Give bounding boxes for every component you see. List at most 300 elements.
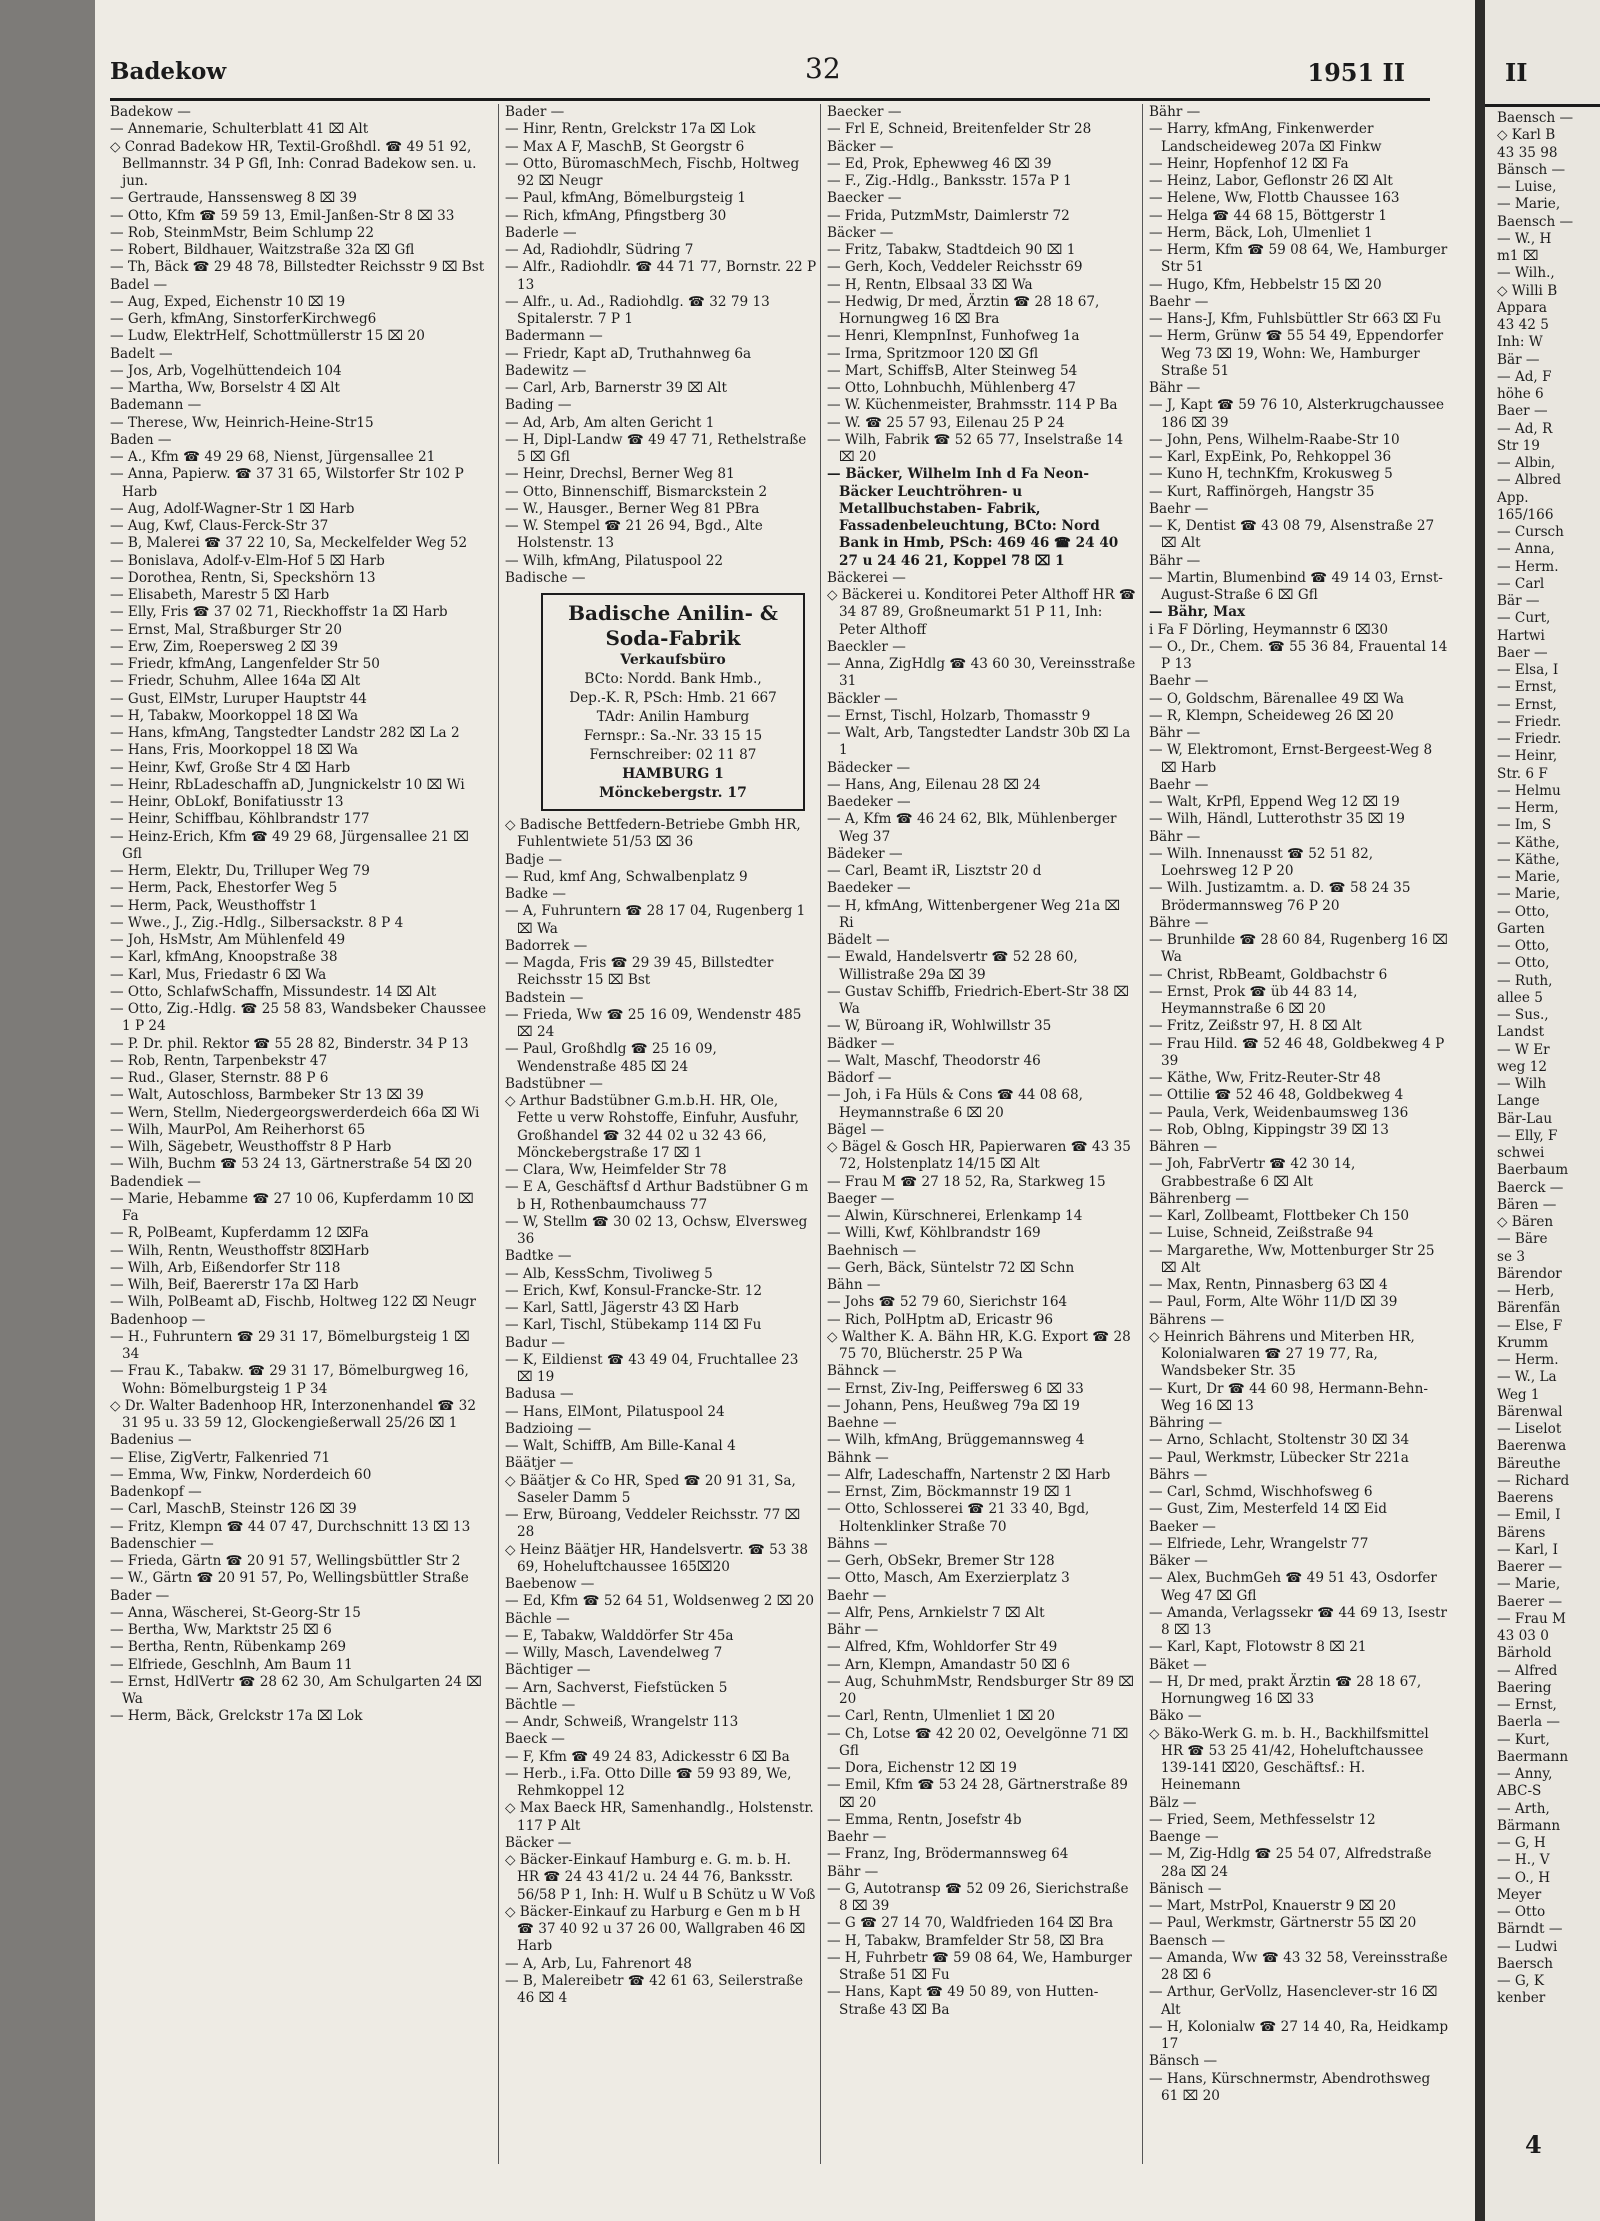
directory-entry: — Willy, Masch, Lavendelweg 7 <box>505 1645 723 1661</box>
next-page-line: — W., La <box>1497 1369 1557 1386</box>
directory-entry: — Gerh, kfmAng, SinstorferKirchweg6 <box>110 311 377 327</box>
directory-entry: — Carl, MaschB, Steinstr 126 ⌧ 39 <box>110 1501 357 1518</box>
directory-entry: — Mart, SchiffsB, Alter Steinweg 54 <box>827 362 1078 379</box>
directory-entry: ◇ Dr. Walter Badenhoop HR, Interzonenhandel ☎ 32 31 95 u. 33 59 12, Glockengießerwall 25/26 ⌧ 1 <box>110 1397 476 1431</box>
next-page-line: ◇ Willi B <box>1497 282 1558 299</box>
surname-heading: Bänsch — <box>1149 2053 1218 2070</box>
directory-entry: — Wilh, kfmAng, Brüggemannsweg 4 <box>827 1432 1085 1449</box>
next-page-line: — Otto, <box>1497 903 1550 920</box>
directory-entry: — Frida, PutzmMstr, Daimlerstr 72 <box>827 207 1070 224</box>
next-page-line: — Marie, <box>1497 1576 1561 1593</box>
surname-heading: Bächtle — <box>505 1696 576 1713</box>
directory-entry: — Hans, kfmAng, Tangstedter Landstr 282 ⌧ La 2 <box>110 725 460 741</box>
directory-entry: — Annemarie, Schulterblatt 41 ⌧ Alt <box>110 121 369 138</box>
directory-entry: — H, Tabakw, Moorkoppel 18 ⌧ Wa <box>110 707 359 724</box>
directory-entry: ◇ Conrad Badekow HR, Textil-Großhdl. ☎ 49 51 92, Bellmannstr. 34 P Gfl, Inh: Conrad Badekow sen. u. jun. <box>110 138 477 189</box>
directory-entry: — Carl, Beamt iR, Lisztstr 20 d <box>827 863 1042 879</box>
directory-entry: — Friedr, Schuhm, Allee 164a ⌧ Alt <box>110 673 361 690</box>
directory-entry: — Herm, Pack, Ehestorfer Weg 5 <box>110 880 338 897</box>
directory-entry: — Karl, Tischl, Stübekamp 114 ⌧ Fu <box>505 1317 762 1334</box>
directory-entry: — Ewald, Handelsvertr ☎ 52 28 60, Willistraße 29a ⌧ 39 <box>827 949 1078 983</box>
directory-entry: — Aug, Exped, Eichenstr 10 ⌧ 19 <box>110 293 346 310</box>
next-page-line: — Otto <box>1497 1904 1546 1920</box>
directory-entry: — Paul, kfmAng, Bömelburgsteig 1 <box>505 190 746 207</box>
next-page-line: Bärenfän <box>1497 1300 1561 1317</box>
directory-entry: — Gust, ElMstr, Luruper Hauptstr 44 <box>110 690 367 707</box>
directory-entry: — A, Arb, Lu, Fahrenort 48 <box>505 1955 692 1972</box>
directory-entry: — Hinr, Rentn, Grelckstr 17a ⌧ Lok <box>505 121 756 138</box>
next-page-line: — Elly, F <box>1497 1127 1558 1144</box>
next-page-line: — Wilh <box>1497 1076 1547 1092</box>
directory-entry: — Otto, Zig.-Hdlg. ☎ 25 58 83, Wandsbeker Chaussee 1 P 24 <box>110 1001 487 1035</box>
column-3 <box>827 104 1139 2164</box>
directory-entry: — Elisabeth, Marestr 5 ⌧ Harb <box>110 587 330 603</box>
next-page-line: — Luise, <box>1497 179 1557 195</box>
surname-heading: Bähr — <box>827 1863 879 1880</box>
next-page-line: se 3 <box>1497 1248 1525 1265</box>
directory-entry: — G, Autotransp ☎ 52 09 26, Sierichstraße 8 ⌧ 39 <box>827 1880 1129 1914</box>
directory-entry: — Ernst, Mal, Straßburger Str 20 <box>110 621 343 638</box>
directory-entry: — Hugo, Kfm, Hebbelstr 15 ⌧ 20 <box>1149 276 1382 293</box>
next-page-line: — Ad, R <box>1497 420 1553 437</box>
directory-entry: — Herm, Elektr, Du, Trilluper Weg 79 <box>110 863 370 879</box>
directory-entry: — Amanda, Verlagssekr ☎ 44 69 13, Isestr 8 ⌧ 13 <box>1149 1604 1448 1638</box>
next-page-line: 43 03 0 <box>1497 1628 1549 1644</box>
directory-entry: — Wilh, Händl, Lutterothstr 35 ⌧ 19 <box>1149 811 1405 828</box>
directory-entry: ◇ Heinrich Bährens und Miterben HR, Kolonialwaren ☎ 27 19 77, Ra, Wandsbeker Str. 35 <box>1149 1328 1415 1380</box>
directory-entry: — Karl, Sattl, Jägerstr 43 ⌧ Harb <box>505 1300 739 1316</box>
next-page-line: — Ernst, <box>1497 696 1557 713</box>
surname-heading: Baehr — <box>1149 293 1209 310</box>
next-page-line: Hartwi <box>1497 627 1545 644</box>
surname-heading: Bäckerei — <box>827 569 906 586</box>
surname-heading: Baehr — <box>1149 776 1209 793</box>
surname-heading: Baehr — <box>1149 673 1209 690</box>
next-page-line: 165/166 <box>1497 506 1554 523</box>
directory-entry: — Hans, Kürschnermstr, Abendrothsweg 61 ⌧ 20 <box>1149 2070 1431 2104</box>
surname-heading: Badstein — <box>505 989 584 1006</box>
directory-entry: — Gustav Schiffb, Friedrich-Ebert-Str 38 ⌧ Wa <box>827 983 1130 1017</box>
directory-entry: — Clara, Ww, Heimfelder Str 78 <box>505 1162 727 1178</box>
directory-entry: — Ernst, HdlVertr ☎ 28 62 30, Am Schulgarten 24 ⌧ Wa <box>110 1673 482 1707</box>
surname-heading: Bächle — <box>505 1610 570 1627</box>
directory-entry: — W. ☎ 25 57 93, Eilenau 25 P 24 <box>827 414 1065 431</box>
next-page-line: — Richard <box>1497 1472 1570 1489</box>
directory-entry: — Walt, Maschf, Theodorstr 46 <box>827 1052 1041 1069</box>
next-page-line: Appara <box>1497 299 1547 316</box>
next-page-line: Baensch — <box>1497 110 1574 126</box>
next-page-line: Landst <box>1497 1024 1545 1041</box>
surname-heading: Baehr — <box>827 1829 887 1845</box>
surname-heading: Baedeker — <box>827 794 911 810</box>
directory-entry: — Frau M ☎ 27 18 52, Ra, Starkweg 15 <box>827 1173 1106 1190</box>
next-page-line: — G, H <box>1497 1835 1546 1851</box>
directory-entry: — Helga ☎ 44 68 15, Böttgerstr 1 <box>1149 207 1387 224</box>
next-page-line: Bär-Lau <box>1497 1110 1553 1127</box>
directory-entry: — Margarethe, Ww, Mottenburger Str 25 ⌧ Alt <box>1149 1242 1435 1276</box>
surname-heading: Bading — <box>505 397 572 414</box>
directory-entry: — O., Dr., Chem. ☎ 55 36 84, Frauental 14 P 13 <box>1149 638 1448 672</box>
next-page-line: — Carl <box>1497 575 1545 592</box>
directory-entry: ◇ Max Baeck HR, Samenhandlg., Holstenstr. 117 P Alt <box>505 1800 814 1834</box>
next-page-line: Baerla — <box>1497 1714 1561 1731</box>
directory-entry: — Kurt, Dr ☎ 44 60 98, Hermann-Behn-Weg 16 ⌧ 13 <box>1149 1380 1428 1414</box>
next-page-line: Weg 1 <box>1497 1386 1540 1403</box>
next-page-column <box>1497 110 1600 2008</box>
surname-heading: Bäcker — <box>505 1834 572 1851</box>
header-rule <box>110 98 1430 101</box>
directory-entry: — Frieda, Gärtn ☎ 20 91 57, Wellingsbüttler Str 2 <box>110 1553 461 1569</box>
next-page-line: Baerer — <box>1497 1559 1563 1575</box>
directory-entry: — Irma, Spritzmoor 120 ⌧ Gfl <box>827 345 1039 362</box>
surname-heading: Bänisch — <box>1149 1880 1222 1897</box>
directory-entry: — Alfred, Kfm, Wohldorfer Str 49 <box>827 1639 1058 1656</box>
surname-heading: Bäker — <box>1149 1553 1208 1569</box>
directory-entry: — Carl, Schmd, Wischhofsweg 6 <box>1149 1484 1373 1500</box>
next-page-fragment <box>1485 0 1600 2221</box>
directory-entry: ◇ Bäckerei u. Konditorei Peter Althoff HR ☎ 34 87 89, Großneumarkt 51 P 11, Inh: Peter Althoff <box>827 587 1136 638</box>
next-page-line: Bärens <box>1497 1524 1546 1541</box>
directory-entry: — Karl, ExpEink, Po, Rehkoppel 36 <box>1149 449 1392 465</box>
advertisement-box <box>541 593 805 811</box>
next-page-line: ABC-S <box>1497 1783 1542 1800</box>
surname-heading: Bäcker — <box>827 138 894 155</box>
directory-entry: — Willi, Kwf, Köhlbrandstr 169 <box>827 1225 1041 1242</box>
directory-entry: — A., Kfm ☎ 49 29 68, Nienst, Jürgensallee 21 <box>110 449 436 465</box>
surname-heading: Bähring — <box>1149 1415 1223 1431</box>
directory-entry: — Friedr, kfmAng, Langenfelder Str 50 <box>110 656 380 672</box>
directory-entry: — Johann, Pens, Heußweg 79a ⌧ 19 <box>827 1397 1080 1414</box>
directory-entry: — Otto, SchlafwSchaffn, Missundestr. 14 ⌧ Alt <box>110 983 437 1000</box>
surname-heading: Badenschier — <box>110 1535 214 1552</box>
next-page-line: — Albred <box>1497 472 1562 489</box>
directory-entry: — Fried, Seem, Methfesselstr 12 <box>1149 1811 1376 1828</box>
surname-heading: Bäket — <box>1149 1656 1207 1673</box>
directory-entry: — Herm, Bäck, Loh, Ulmenliet 1 <box>1149 224 1373 241</box>
next-page-line: Baerbaum <box>1497 1162 1569 1179</box>
next-page-line: — Im, S <box>1497 817 1552 834</box>
directory-entry: — Aug, SchuhmMstr, Rendsburger Str 89 ⌧ 20 <box>827 1673 1135 1707</box>
directory-entry: — Paul, Großhdlg ☎ 25 16 09, Wendenstraße 485 ⌧ 24 <box>505 1041 717 1075</box>
directory-entry: — Heinr, ObLokf, Bonifatiusstr 13 <box>110 794 344 810</box>
directory-entry: — Marie, Hebamme ☎ 27 10 06, Kupferdamm 10 ⌧ Fa <box>110 1190 474 1224</box>
directory-entry: — Rob, Oblng, Kippingstr 39 ⌧ 13 <box>1149 1121 1389 1138</box>
directory-entry: — E A, Geschäftsf d Arthur Badstübner G m b H, Rothenbaumchauss 77 <box>505 1179 809 1213</box>
surname-heading: Badorrek — <box>505 937 588 954</box>
directory-entry: — Walt, Arb, Tangstedter Landstr 30b ⌧ La 1 <box>827 725 1131 759</box>
surname-heading: Badenius — <box>110 1432 192 1449</box>
next-page-line: — Cursch <box>1497 524 1564 540</box>
surname-heading: Badke — <box>505 886 566 902</box>
directory-entry: — Herm, Grünw ☎ 55 54 49, Eppendorfer Weg 73 ⌧ 19, Wohn: We, Hamburger Straße 51 <box>1149 328 1444 379</box>
directory-entry: — Bertha, Ww, Marktstr 25 ⌧ 6 <box>110 1622 332 1638</box>
directory-entry: — W, Stellm ☎ 30 02 13, Ochsw, Elversweg 36 <box>505 1213 808 1247</box>
next-page-line: — Albin, <box>1497 455 1556 471</box>
directory-entry: — K, Eildienst ☎ 43 49 04, Fruchtallee 23 ⌧ 19 <box>505 1351 799 1385</box>
surname-heading: Badewitz — <box>505 362 587 379</box>
surname-heading: Bäko — <box>1149 1708 1202 1725</box>
next-page-line: Garten <box>1497 920 1545 937</box>
directory-entry: — Wilh, MaurPol, Am Reiherhorst 65 <box>110 1121 366 1138</box>
directory-entry: — Erich, Kwf, Konsul-Francke-Str. 12 <box>505 1282 763 1299</box>
directory-entry: — Herm, Bäck, Grelckstr 17a ⌧ Lok <box>110 1708 363 1725</box>
directory-entry: — Erw, Zim, Roepersweg 2 ⌧ 39 <box>110 638 338 655</box>
next-page-line: — Marie, <box>1497 886 1561 903</box>
directory-entry: — B, Malerei ☎ 37 22 10, Sa, Meckelfelder Weg 52 <box>110 535 468 552</box>
surname-heading: Baeger — <box>827 1190 895 1207</box>
next-page-line: Meyer <box>1497 1886 1542 1903</box>
next-page-line: ◇ Bären <box>1497 1214 1554 1230</box>
directory-entry: — Heinr, RbLadeschaffn aD, Jungnickelstr 10 ⌧ Wi <box>110 776 465 793</box>
directory-entry: — Herm, Kfm ☎ 59 08 64, We, Hamburger Str 51 <box>1149 242 1448 276</box>
directory-entry: — Amanda, Ww ☎ 43 32 58, Vereinsstraße 28 ⌧ 6 <box>1149 1949 1448 1983</box>
directory-entry: — Ed, Prok, Ephewweg 46 ⌧ 39 <box>827 155 1052 172</box>
surname-heading: Bademann — <box>110 397 202 414</box>
directory-entry: — Rob, SteinmMstr, Beim Schlump 22 <box>110 224 375 241</box>
next-page-line: Bänsch — <box>1497 161 1566 178</box>
next-page-line: — Käthe, <box>1497 851 1560 868</box>
directory-entry: — B, Malereibetr ☎ 42 61 63, Seilerstraße 46 ⌧ 4 <box>505 1972 804 2006</box>
directory-entry: — Luise, Schneid, Zeißstraße 94 <box>1149 1225 1374 1242</box>
column-1 <box>110 104 490 2164</box>
next-page-line: — Friedr. <box>1497 731 1562 747</box>
directory-entry: ◇ Bäcker-Einkauf zu Harburg e Gen m b H ☎ 37 40 92 u 37 26 00, Wallgraben 46 ⌧ Harb <box>505 1903 806 1955</box>
directory-entry: — Emma, Rentn, Josefstr 4b <box>827 1811 1022 1828</box>
next-page-line: — Curt, <box>1497 610 1551 627</box>
next-page-line: weg 12 <box>1497 1058 1548 1075</box>
ad-city: HAMBURG 1 <box>622 766 724 782</box>
ad-line: BCto: Nordd. Bank Hmb., <box>584 671 762 687</box>
surname-heading: Badstübner — <box>505 1075 603 1092</box>
directory-entry: — Wilh, Fabrik ☎ 52 65 77, Inselstraße 14 ⌧ 20 <box>827 431 1124 465</box>
surname-heading: Badermann — <box>505 328 603 345</box>
surname-heading: Bädeker — <box>827 845 903 862</box>
directory-entry: — Frieda, Ww ☎ 25 16 09, Wendenstr 485 ⌧ 24 <box>505 1006 802 1040</box>
next-page-line: — Ernst, <box>1497 1697 1557 1713</box>
directory-entry: — Frau Hild. ☎ 52 46 48, Goldbekweg 4 P 39 <box>1149 1035 1445 1069</box>
directory-entry: — Alfr, Pens, Arnkielstr 7 ⌧ Alt <box>827 1604 1045 1621</box>
directory-entry: — Ernst, Zim, Böckmannstr 19 ⌧ 1 <box>827 1484 1073 1500</box>
next-page-header: II <box>1505 58 1528 87</box>
surname-heading: Badekow — <box>110 104 191 120</box>
directory-entry: — Henri, KlempnInst, Funhofweg 1a <box>827 328 1080 345</box>
next-page-line: — Helmu <box>1497 782 1561 799</box>
directory-entry: — Gerh, ObSekr, Bremer Str 128 <box>827 1553 1055 1569</box>
directory-entry: — Mart, MstrPol, Knauerstr 9 ⌧ 20 <box>1149 1898 1396 1914</box>
next-page-line: Baersch <box>1497 1955 1553 1972</box>
directory-entry: — Bonislava, Adolf-v-Elm-Hof 5 ⌧ Harb <box>110 552 385 569</box>
next-page-line: — Arth, <box>1497 1800 1550 1817</box>
next-page-rule <box>1485 104 1600 107</box>
directory-entry: — R, PolBeamt, Kupferdamm 12 ⌧Fa <box>110 1225 369 1242</box>
next-page-line: — Heinr, <box>1497 748 1558 765</box>
directory-entry: — Elfriede, Lehr, Wrangelstr 77 <box>1149 1535 1369 1552</box>
surname-heading: Baensch — <box>1149 1932 1226 1949</box>
surname-heading: Baecker — <box>827 190 902 207</box>
surname-heading: Bägel — <box>827 1121 885 1138</box>
directory-entry: — Hans, Fris, Moorkoppel 18 ⌧ Wa <box>110 742 358 759</box>
surname-heading: Baebenow — <box>505 1576 595 1592</box>
surname-heading: Badelt — <box>110 345 173 362</box>
column-divider <box>1142 104 1143 2164</box>
surname-heading: Bährs — <box>1149 1466 1208 1483</box>
next-page-line: — Käthe, <box>1497 834 1560 851</box>
directory-entry: — Jos, Arb, Vogelhüttendeich 104 <box>110 362 342 379</box>
directory-entry: — Emil, Kfm ☎ 53 24 28, Gärtnerstraße 89 ⌧ 20 <box>827 1777 1128 1811</box>
directory-entry: — Otto, Lohnbuchh, Mühlenberg 47 <box>827 380 1076 396</box>
directory-entry: — H, Rentn, Elbsaal 33 ⌧ Wa <box>827 276 1033 293</box>
directory-entry: — A, Fuhruntern ☎ 28 17 04, Rugenberg 1 ⌧ Wa <box>505 903 806 937</box>
directory-entry: — Ernst, Prok ☎ üb 44 83 14, Heymannstraße 6 ⌧ 20 <box>1149 983 1358 1017</box>
next-page-line: — Anny, <box>1497 1766 1553 1782</box>
surname-heading: Bähr — <box>1149 725 1201 741</box>
directory-entry: — Rud., Glaser, Sternstr. 88 P 6 <box>110 1070 329 1086</box>
next-page-line: — O., H <box>1497 1869 1551 1886</box>
ad-line: Dep.-K. R, PSch: Hmb. 21 667 <box>569 690 777 706</box>
directory-entry: — Kurt, Raffinörgeh, Hangstr 35 <box>1149 483 1375 500</box>
column-4 <box>1149 104 1449 2164</box>
next-page-line: — Ludwi <box>1497 1938 1558 1955</box>
directory-entry: — Otto, Schlosserei ☎ 21 33 40, Bgd, Holtenklinker Straße 70 <box>827 1501 1090 1535</box>
next-page-line: Baerens <box>1497 1490 1554 1506</box>
directory-entry: — Elfriede, Geschlnh, Am Baum 11 <box>110 1656 353 1673</box>
surname-heading: Bähnck — <box>827 1363 897 1380</box>
next-page-line: — Friedr. <box>1497 713 1562 730</box>
directory-entry: — Martin, Blumenbind ☎ 49 14 03, Ernst-August-Straße 6 ⌧ Gfl <box>1149 569 1443 603</box>
directory-entry: — Wern, Stellm, Niedergeorgswerderdeich 66a ⌧ Wi <box>110 1104 480 1121</box>
directory-entry: — Carl, Arb, Barnerstr 39 ⌧ Alt <box>505 380 727 396</box>
directory-entry: — Martha, Ww, Borselstr 4 ⌧ Alt <box>110 380 340 396</box>
directory-entry: — Gust, Zim, Mesterfeld 14 ⌧ Eid <box>1149 1501 1387 1518</box>
directory-entry: — Käthe, Ww, Fritz-Reuter-Str 48 <box>1149 1070 1381 1086</box>
directory-entry: — Alfr., u. Ad., Radiohdlg. ☎ 32 79 13 Spitalerstr. 7 P 1 <box>505 293 770 327</box>
next-page-line: — Else, F <box>1497 1317 1563 1334</box>
surname-heading: Bäckler — <box>827 690 898 707</box>
directory-entry: — Alwin, Kürschnerei, Erlenkamp 14 <box>827 1208 1083 1224</box>
surname-heading: Bäcker — <box>827 224 894 241</box>
directory-entry: — Fritz, Klempn ☎ 44 07 47, Durchschnitt 13 ⌧ 13 <box>110 1518 471 1535</box>
next-page-line: Str 19 <box>1497 437 1540 454</box>
surname-heading: Bähns — <box>827 1535 888 1552</box>
next-page-line: Bäreuthe <box>1497 1455 1561 1472</box>
surname-heading: Bädorf — <box>827 1070 892 1086</box>
next-page-line: — Marie, <box>1497 869 1561 885</box>
directory-entry: — Heinz-Erich, Kfm ☎ 49 29 68, Jürgensallee 21 ⌧ Gfl <box>110 828 469 862</box>
directory-entry: — Arn, Klempn, Amandastr 50 ⌧ 6 <box>827 1656 1071 1673</box>
next-page-line: Baensch — <box>1497 213 1574 230</box>
surname-heading: Badje — <box>505 851 562 868</box>
surname-heading: Bähr — <box>1149 552 1201 569</box>
directory-entry: — Karl, Mus, Friedastr 6 ⌧ Wa <box>110 966 327 983</box>
directory-entry: — Walt, KrPfl, Eppend Weg 12 ⌧ 19 <box>1149 794 1400 810</box>
surname-heading: Bähr — <box>1149 828 1201 845</box>
surname-heading: Bähren — <box>1149 1139 1218 1155</box>
directory-entry: — Joh, FabrVertr ☎ 42 30 14, Grabbestraße 6 ⌧ Alt <box>1149 1156 1356 1190</box>
directory-entry: — Elise, ZigVertr, Falkenried 71 <box>110 1449 331 1466</box>
next-page-line: Krumm <box>1497 1334 1549 1351</box>
next-page-line: — Liselot <box>1497 1421 1562 1437</box>
directory-entry: — Wilh, Rentn, Weusthoffstr 8⌧Harb <box>110 1242 370 1259</box>
directory-entry: ◇ Bägel & Gosch HR, Papierwaren ☎ 43 35 72, Holstenplatz 14/15 ⌧ Alt <box>827 1139 1131 1173</box>
next-page-line: 43 42 5 <box>1497 317 1549 333</box>
directory-entry: — Aug, Kwf, Claus-Ferck-Str 37 <box>110 518 329 534</box>
column-divider <box>498 104 499 2164</box>
directory-entry: — Heinr, Hopfenhof 12 ⌧ Fa <box>1149 155 1349 172</box>
directory-entry: — O, Goldschm, Bärenallee 49 ⌧ Wa <box>1149 690 1404 707</box>
next-page-line: — Elsa, I <box>1497 662 1559 678</box>
directory-entry: — Max, Rentn, Pinnasberg 63 ⌧ 4 <box>1149 1277 1388 1293</box>
next-page-line: — Emil, I <box>1497 1507 1561 1524</box>
next-page-line: Bärmann <box>1497 1817 1561 1834</box>
directory-entry: ◇ Bäätjer & Co HR, Sped ☎ 20 91 31, Sa, Saseler Damm 5 <box>505 1472 796 1506</box>
surname-heading: Bädker — <box>827 1035 895 1052</box>
next-page-line: — Alfred <box>1497 1662 1558 1679</box>
directory-entry: — Heinr, Schiffbau, Köhlbrandstr 177 <box>110 811 370 828</box>
directory-entry: — W., Gärtn ☎ 20 91 57, Po, Wellingsbüttler Straße <box>110 1570 469 1587</box>
next-page-line: — Otto, <box>1497 938 1550 954</box>
directory-entry: ◇ Arthur Badstübner G.m.b.H. HR, Ole, Fette u verw Rohstoffe, Einfuhr, Ausfuhr, Großhandel ☎ 32 44 02 u 32 43 66, Mönckebergstraße 17 ⌧ 1 <box>505 1093 800 1161</box>
directory-entry: — Wilh, Sägebetr, Weusthoffstr 8 P Harb <box>110 1139 392 1155</box>
directory-entry: — Anna, Wäscherei, St-Georg-Str 15 <box>110 1604 361 1621</box>
directory-entry: — H, Dr med, prakt Ärztin ☎ 28 18 67, Hornungweg 16 ⌧ 33 <box>1149 1673 1422 1707</box>
directory-entry: — Anna, Papierw. ☎ 37 31 65, Wilstorfer Str 102 P Harb <box>110 466 464 500</box>
directory-entry: — Ludw, ElektrHelf, Schottmüllerstr 15 ⌧ 20 <box>110 328 425 345</box>
directory-entry: — Rich, PolHptm aD, Ericastr 96 <box>827 1311 1054 1328</box>
surname-heading: Bähr — <box>827 1622 879 1638</box>
directory-entry: — Therese, Ww, Heinrich-Heine-Str15 <box>110 414 374 431</box>
next-page-line: — Marie, <box>1497 196 1561 213</box>
next-page-line: Baering <box>1497 1679 1552 1696</box>
directory-entry: — Ed, Kfm ☎ 52 64 51, Woldsenweg 2 ⌧ 20 <box>505 1593 815 1610</box>
surname-heading: Baderle — <box>505 224 577 241</box>
directory-entry: — A, Kfm ☎ 46 24 62, Blk, Mühlenberger Weg 37 <box>827 811 1117 845</box>
directory-entry: — Heinr, Kwf, Große Str 4 ⌧ Harb <box>110 759 351 776</box>
next-page-line: — Kurt, <box>1497 1731 1550 1748</box>
directory-entry: i Fa F Dörling, Heymannstr 6 ⌧30 <box>1149 621 1389 638</box>
directory-entry: — Friedr, Kapt aD, Truthahnweg 6a <box>505 345 752 362</box>
directory-entry: ◇ Badische Bettfedern-Betriebe Gmbh HR, Fuhlentwiete 51/53 ⌧ 36 <box>505 817 801 851</box>
directory-entry: — Fritz, Tabakw, Stadtdeich 90 ⌧ 1 <box>827 242 1076 258</box>
directory-entry: — H, Kolonialw ☎ 27 14 40, Ra, Heidkamp 17 <box>1149 2018 1449 2052</box>
directory-entry: — Robert, Bildhauer, Waitzstraße 32a ⌧ Gfl <box>110 242 415 258</box>
next-page-line: Bärendor <box>1497 1265 1562 1282</box>
directory-entry: — Elly, Fris ☎ 37 02 71, Rieckhoffstr 1a ⌧ Harb <box>110 604 448 621</box>
ad-subtitle: Verkaufsbüro <box>620 652 726 668</box>
next-page-line: schwei <box>1497 1145 1545 1161</box>
directory-entry: — Magda, Fris ☎ 29 39 45, Billstedter Reichsstr 15 ⌧ Bst <box>505 955 774 989</box>
next-page-line: kenber <box>1497 1990 1546 2007</box>
column-2 <box>505 104 817 2164</box>
directory-entry: — J, Kapt ☎ 59 76 10, Alsterkrugchaussee 186 ⌧ 39 <box>1149 397 1444 431</box>
directory-entry: ◇ Bäcker-Einkauf Hamburg e. G. m. b. H. HR ☎ 24 43 41/2 u. 24 44 76, Banksstr. 56/58 P 1, Inh: H. Wulf u B Schütz u W Voß <box>505 1852 816 1903</box>
surname-heading: Baden — <box>110 431 172 448</box>
directory-entry: — Wwe., J., Zig.-Hdlg., Silbersackstr. 8 P 4 <box>110 914 404 931</box>
next-page-line: — Wilh., <box>1497 265 1555 282</box>
directory-entry: — K, Dentist ☎ 43 08 79, Alsenstraße 27 ⌧ Alt <box>1149 518 1435 552</box>
directory-entry: ◇ Heinz Bäätjer HR, Handelsvertr. ☎ 53 38 69, Hoheluftchaussee 165⌧20 <box>505 1541 809 1575</box>
directory-entry: — Wilh, PolBeamt aD, Fischb, Holtweg 122 ⌧ Neugr <box>110 1294 477 1311</box>
directory-entry: — Heinr, Drechsl, Berner Weg 81 <box>505 466 735 483</box>
ad-line: Fernschreiber: 02 11 87 <box>589 747 757 763</box>
book-binding <box>1475 0 1485 2221</box>
next-page-line: — Bäre <box>1497 1231 1548 1248</box>
next-page-line: — Ernst, <box>1497 679 1557 696</box>
directory-entry: — Arn, Sachverst, Fiefstücken 5 <box>505 1679 728 1696</box>
directory-entry: — Karl, Kapt, Flotowstr 8 ⌧ 21 <box>1149 1639 1367 1656</box>
directory-entry: — Th, Bäck ☎ 29 48 78, Billstedter Reichsstr 9 ⌧ Bst <box>110 259 485 276</box>
next-page-line: — Herb, <box>1497 1283 1555 1299</box>
surname-heading: Bälz — <box>1149 1794 1197 1811</box>
